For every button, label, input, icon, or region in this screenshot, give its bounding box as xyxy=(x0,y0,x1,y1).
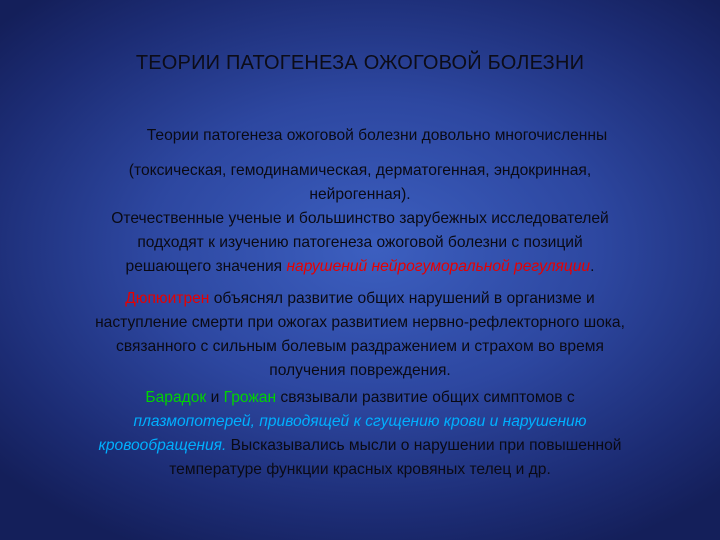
theories-list-line-2: нейрогенная). xyxy=(309,186,411,203)
baradok-name: Барадок xyxy=(145,389,207,406)
dupuytren-name: Дюпюитрен xyxy=(125,290,210,307)
paragraph-dupuytren xyxy=(0,287,720,383)
dupuytren-line-3: связанного с сильным болевым раздражением и страхом во время xyxy=(116,338,604,355)
paragraph-baradok-grojan xyxy=(0,386,720,482)
paragraph-intro: Теории патогенеза ожоговой болезни довольно многочисленны xyxy=(146,127,608,144)
neurohumoral-line-3-suffix: . xyxy=(590,258,595,275)
baradok-line-1-rest: связывали развитие общих симптомов с xyxy=(276,389,575,406)
neurohumoral-line-1: Отечественные ученые и большинство зарубежных исследователей xyxy=(111,210,609,227)
neurohumoral-line-3-prefix: решающего значения xyxy=(125,258,287,275)
paragraph-neurohumoral xyxy=(0,207,720,279)
slide-title: ТЕОРИИ ПАТОГЕНЕЗА ОЖОГОВОЙ БОЛЕЗНИ xyxy=(135,52,585,74)
dupuytren-line-4: получения повреждения. xyxy=(269,362,451,379)
dupuytren-line-2: наступление смерти при ожогах развитием нервно-рефлекторного шока, xyxy=(95,314,625,331)
baradok-line-3-rest: Высказывались мысли о нарушении при повышенной xyxy=(226,437,622,454)
grojan-name: Грожан xyxy=(223,389,277,406)
circulation-highlight: кровообращения. xyxy=(98,437,227,454)
paragraph-theories-list xyxy=(0,159,720,207)
dupuytren-line-1-rest: объяснял развитие общих нарушений в организме и xyxy=(209,290,595,307)
baradok-line-4: температуре функции красных кровяных телец и др. xyxy=(169,461,551,478)
theories-list-line-1: (токсическая, гемодинамическая, дерматогенная, эндокринная, xyxy=(128,162,592,179)
plasma-loss-line: плазмопотерей, приводящей к сгущению крови и нарушению xyxy=(133,413,587,430)
and-connector: и xyxy=(206,389,224,406)
neurohumoral-highlight: нарушений нейрогуморальной регуляции xyxy=(286,258,591,275)
neurohumoral-line-2: подходят к изучению патогенеза ожоговой болезни с позиций xyxy=(137,234,583,251)
